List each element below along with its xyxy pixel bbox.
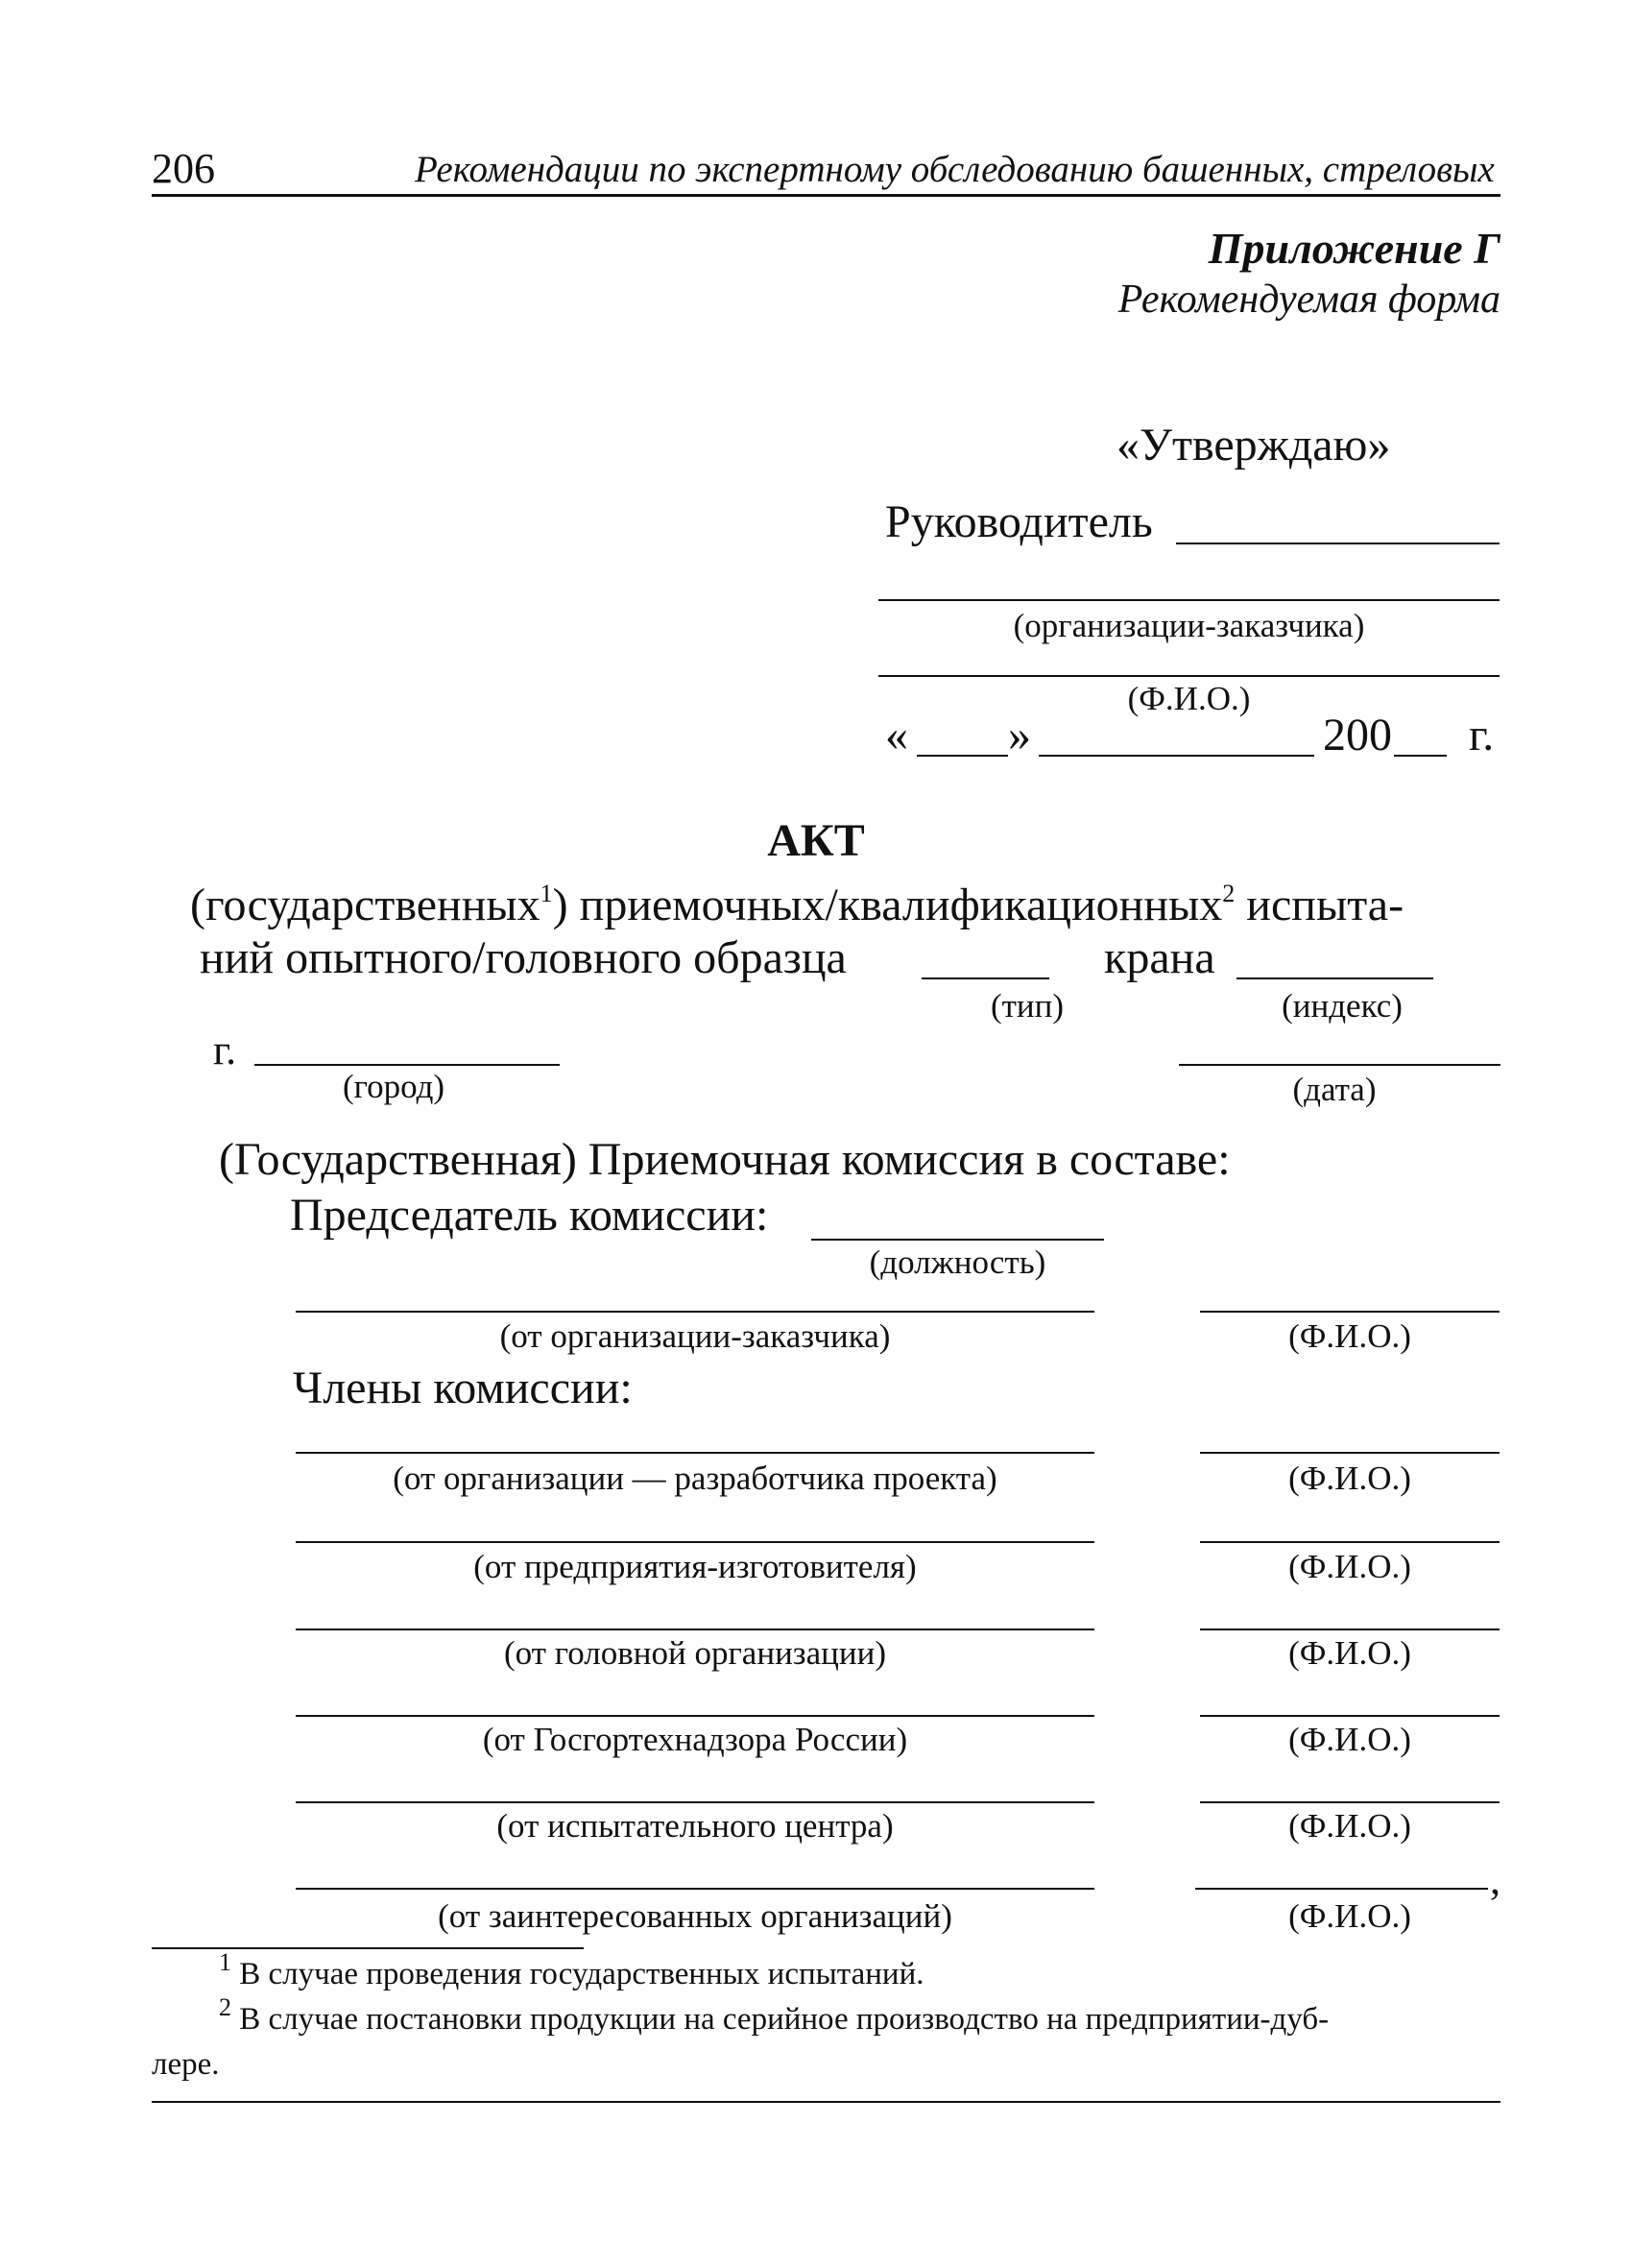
member-org-caption: (от организации — разработчика проекта)	[393, 1460, 997, 1497]
act-line-1-b: ) приемочных/квалификационных	[552, 880, 1223, 930]
type-caption: (тип)	[990, 987, 1065, 1025]
city-caption: (город)	[342, 1068, 445, 1105]
member-fio-line[interactable]	[1200, 1801, 1500, 1803]
head-signature-line[interactable]	[1176, 543, 1500, 544]
year-line[interactable]	[1394, 755, 1447, 757]
member-org-caption: (от предприятия-изготовителя)	[473, 1548, 917, 1585]
act-line-2a: ний опытного/головного образца	[200, 932, 847, 983]
member-org-caption: (от испытательного центра)	[496, 1807, 894, 1845]
year-suffix: г.	[1469, 710, 1495, 760]
member-fio-line[interactable]	[1200, 1452, 1500, 1454]
bottom-rule	[152, 2101, 1500, 2103]
head-fio-caption: (Ф.И.О.)	[1127, 680, 1251, 717]
org-caption: (организации-заказчика)	[1013, 607, 1365, 644]
footnote-text-1: В случае проведения государственных испытаний.	[239, 1957, 924, 1991]
member-org-caption: (от Госгортехнадзора России)	[482, 1721, 908, 1758]
trailing-comma: ,	[1490, 1856, 1500, 1903]
act-line-1-a: (государственных	[190, 880, 540, 930]
member-fio-caption: (Ф.И.О.)	[1288, 1721, 1411, 1758]
approve-label: «Утверждаю»	[1116, 420, 1391, 470]
commission-heading: (Государственная) Приемочная комиссия в составе:	[219, 1134, 1231, 1185]
member-fio-line[interactable]	[1195, 1888, 1488, 1890]
member-fio-caption: (Ф.И.О.)	[1288, 1634, 1411, 1672]
date-caption: (дата)	[1292, 1071, 1377, 1108]
act-line-1-c: испыта-	[1235, 880, 1404, 930]
footnote-separator	[152, 1947, 584, 1949]
member-fio-line[interactable]	[1200, 1629, 1500, 1630]
footnote-2-continuation: лере.	[152, 2047, 220, 2082]
head-label: Руководитель	[885, 496, 1153, 547]
footnote-1	[219, 1948, 924, 1992]
footnote-ref-1: 1	[540, 880, 553, 907]
member-org-line[interactable]	[296, 1452, 1094, 1454]
member-org-caption: (от заинтересованных организаций)	[438, 1897, 952, 1935]
appendix-subtitle: Рекомендуемая форма	[1117, 277, 1500, 322]
footnote-text-2: В случае постановки продукции на серийное производство на предприятии-дуб-	[239, 2002, 1330, 2037]
member-org-line[interactable]	[296, 1801, 1094, 1803]
chairman-fio-line[interactable]	[1200, 1311, 1500, 1313]
member-org-line[interactable]	[296, 1541, 1094, 1543]
date-line[interactable]	[1179, 1064, 1500, 1066]
running-title: Рекомендации по экспертному обследованию башенных, стреловых	[415, 149, 1495, 190]
appendix-title: Приложение Г	[1208, 224, 1500, 273]
index-caption: (индекс)	[1282, 987, 1403, 1025]
header-rule	[152, 194, 1500, 197]
member-org-caption: (от головной организации)	[503, 1634, 887, 1672]
footnote-ref-2: 2	[1222, 880, 1236, 907]
chairman-fio-caption: (Ф.И.О.)	[1288, 1317, 1411, 1355]
crane-type-line[interactable]	[922, 977, 1049, 979]
footnote-2	[219, 1993, 1330, 2038]
chairman-position-line[interactable]	[811, 1239, 1104, 1241]
member-org-line[interactable]	[296, 1629, 1094, 1630]
city-line[interactable]	[254, 1064, 560, 1066]
member-fio-caption: (Ф.И.О.)	[1288, 1548, 1411, 1585]
members-label: Члены комиссии:	[293, 1363, 633, 1413]
chairman-label: Председатель комиссии:	[290, 1190, 769, 1241]
day-line[interactable]	[917, 755, 1008, 757]
month-line[interactable]	[1039, 755, 1314, 757]
day-quote-open: «	[885, 710, 908, 760]
org-name-line[interactable]	[878, 599, 1500, 601]
member-org-line[interactable]	[296, 1715, 1094, 1717]
footnote-mark-1: 1	[219, 1948, 231, 1976]
member-fio-line[interactable]	[1200, 1715, 1500, 1717]
year-prefix: 200	[1323, 710, 1392, 760]
member-fio-line[interactable]	[1200, 1541, 1500, 1543]
act-title: АКТ	[767, 815, 865, 866]
crane-index-line[interactable]	[1236, 977, 1433, 979]
member-fio-caption: (Ф.И.О.)	[1288, 1460, 1411, 1497]
footnote-mark-2: 2	[219, 1993, 231, 2021]
position-caption: (должность)	[869, 1243, 1046, 1281]
member-org-line[interactable]	[296, 1888, 1094, 1890]
city-prefix: г.	[213, 1026, 237, 1074]
act-line-1	[190, 879, 1404, 931]
head-fio-line[interactable]	[878, 675, 1500, 677]
chairman-org-caption: (от организации-заказчика)	[499, 1317, 891, 1355]
chairman-org-line[interactable]	[296, 1311, 1094, 1313]
page-number: 206	[152, 145, 215, 192]
member-fio-caption: (Ф.И.О.)	[1288, 1807, 1411, 1845]
day-quote-close: »	[1008, 710, 1031, 760]
member-fio-caption: (Ф.И.О.)	[1288, 1897, 1411, 1935]
act-line-2b: крана	[1104, 932, 1215, 983]
